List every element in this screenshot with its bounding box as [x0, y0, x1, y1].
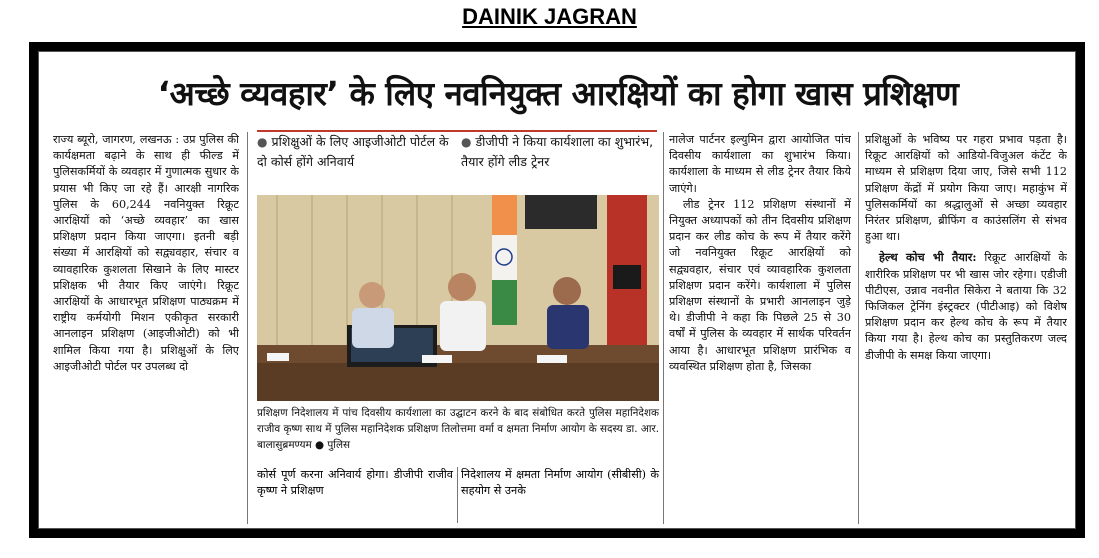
photo-caption: प्रशिक्षण निदेशालय में पांच दिवसीय कार्यशाला का उद्घाटन करने के बाद संबोधित करते पुलिस महानिदेशक राजीव कृष्ण साथ में पुलिस महानिदेशक प्रशिक्षण तिलोत्तमा वर्मा व क्षमता निर्माण आयोग के सदस्य डा. आर. बालासुब्रमण्यम ● पुलिस: [257, 407, 659, 451]
column-1: [53, 132, 239, 522]
column-rule: [663, 132, 664, 524]
column-3-text: निदेशालय में क्षमता निर्माण आयोग (सीबीसी) के सहयोग से उनके: [461, 468, 659, 498]
headline: ‘अच्छे व्यवहार’ के लिए नवनियुक्त आरक्षियों का होगा खास प्रशिक्षण: [157, 74, 959, 113]
column-5: [865, 132, 1067, 522]
column-5-para-2: [865, 249, 1067, 363]
column-rule: [457, 467, 458, 523]
kicker-right: [461, 132, 659, 171]
column-4: [669, 132, 851, 522]
column-rule: [247, 132, 248, 524]
bullet-icon: ●: [257, 135, 268, 149]
kicker-left: [257, 132, 453, 171]
news-clipping: [38, 51, 1076, 529]
column-2-text: कोर्स पूर्ण करना अनिवार्य होगा। डीजीपी राजीव कृष्ण ने प्रशिक्षण: [257, 468, 453, 498]
masthead: DAINIK JAGRAN: [462, 4, 637, 29]
column-rule: [858, 132, 859, 524]
kicker-left-text: प्रशिक्षुओं के लिए आइजीओटी पोर्टल के दो कोर्स होंगे अनिवार्य: [257, 134, 449, 169]
column-1-text: राज्य ब्यूरो, जागरण, लखनऊ : उप्र पुलिस की कार्यक्षमता बढ़ाने के साथ ही फील्ड में पुलिसकर्मियों के व्यवहार में गुणात्मक सुधार के प्रयास भी किए जा रहे हैं। आरक्षी नागरिक पुलिस के 60,244 नवनियुक्त रिक्रूट आरक्षियों को ‘अच्छे व्यवहार’ का खास प्रशिक्षण प्रदान किया जाएगा। इतनी बड़ी संख्या में आरक्षियों को सद्व्यवहार, संचार व व्यावहारिक कुशलता सिखाने के लिए मास्टर प्रशिक्षक भी तैयार किए जाएंगे। रिक्रूट आरक्षियों के आधारभूत प्रशिक्षण पाठ्यक्रम में राष्ट्रीय कर्मयोगी मिशन एकीकृत सरकारी आनलाइन प्रशिक्षण (आइजीओटी) को भी शामिल किया गया है। प्रशिक्षुओं के लिए आइजीओटी पोर्टल पर उपलब्ध दो: [53, 133, 239, 373]
bullet-icon: ●: [461, 135, 472, 149]
news-photo: [257, 195, 659, 401]
column-5-para-1: प्रशिक्षुओं के भविष्य पर गहरा प्रभाव पड़ता है। रिक्रूट आरक्षियों को आडियो-विजुअल कंटेंट के माध्यम से प्रशिक्षण दिया जाए, जिसे सभी 112 प्रशिक्षण केंद्रों में प्रयोग किया जाए। महाकुंभ में पुलिसकर्मियों का श्रद्धालुओं से अच्छा व्यवहार निरंतर प्रशिक्षण, ब्रीफिंग व काउंसलिंग से संभव हुआ था।: [865, 133, 1067, 244]
health-coach-subhead: हेल्थ कोच भी तैयार:: [879, 250, 977, 265]
column-4-para-2: लीड ट्रेनर 112 प्रशिक्षण संस्थानों में नियुक्त अध्यापकों को तीन दिवसीय प्रशिक्षण प्रदान कर लीड कोच के रूप में तैयार करेंगे जो नवनियुक्त रिक्रूट आरक्षियों को सद्व्यवहार, संचार एवं व्यावहारिक कुशलता प्रशिक्षण प्रदान करेंगे। कार्यशाला में पुलिस प्रशिक्षण संस्थानों के प्रभारी आनलाइन जुड़े थे। डीजीपी ने कहा कि पिछले 25 से 30 वर्षों में पुलिस के व्यवहार में सार्थक परिवर्तन आया है। आधारभूत प्रशिक्षण प्रारंभिक व व्यवस्थित प्रशिक्षण होता है, जिसका: [669, 197, 851, 373]
column-5-para-2-text: रिक्रूट आरक्षियों के शारीरिक प्रशिक्षण पर भी खास जोर रहेगा। एडीजी पीटीएस, उन्नाव नवनीत सिकेरा ने बताया कि 32 फिजिकल ट्रेनिंग इंस्ट्रक्टर (पीटीआइ) को विशेष प्रशिक्षण प्रदान कर हेल्थ कोच के रूप में तैयार किया गया है। हेल्थ कोच का प्रस्तुतिकरण जल्द डीजीपी के समक्ष किया जाएगा।: [865, 251, 1067, 362]
kicker-right-text: डीजीपी ने किया कार्यशाला का शुभारंभ, तैयार होंगे लीड ट्रेनर: [461, 134, 654, 169]
column-4-para-1: नालेज पार्टनर इल्युमिन द्वारा आयोजित पांच दिवसीय कार्यशाला का शुभारंभ किया। कार्यशाला के माध्यम से लीड ट्रेनर तैयार किये जाएंगे।: [669, 133, 851, 195]
